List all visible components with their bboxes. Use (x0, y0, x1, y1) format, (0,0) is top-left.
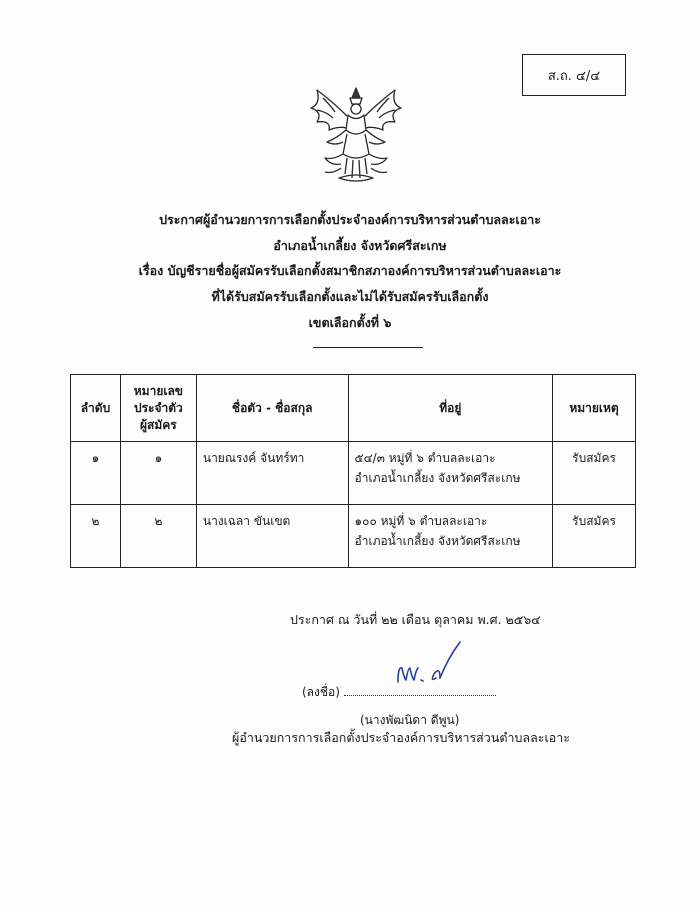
form-code-box: ส.ถ. ๔/๔ (522, 54, 626, 96)
table-row (71, 505, 636, 568)
heading-subject-cont: ที่ได้รับสมัครรับเลือกตั้งและไม่ได้รับสมัครรับเลือกตั้ง (211, 289, 489, 304)
row-address-line1: ๕๔/๓ หมู่ที่ ๖ ตำบลละเอาะ (354, 451, 496, 465)
announcement-date: ประกาศ ณ วันที่ ๒๒ เดือน ตุลาคม พ.ศ. ๒๕๖๔ (290, 612, 541, 627)
signer-name: (นางพัฒนิดา ดีพูน) (360, 713, 460, 727)
row-candidate-number: ๒ (120, 505, 196, 568)
signer-title: ผู้อำนวยการการเลือกตั้งประจำองค์การบริหารส่วนตำบลละเอาะ (232, 730, 570, 745)
row-name: นางเฉลา ขันเขต (196, 505, 348, 568)
row-address-line1: ๑๐๐ หมู่ที่ ๖ ตำบลละเอาะ (354, 514, 488, 528)
row-candidate-number: ๑ (120, 442, 196, 505)
header-candidate-number-line3: ผู้สมัคร (140, 417, 177, 432)
row-no: ๑ (71, 442, 121, 505)
heading-district: อำเภอน้ำเกลี้ยง จังหวัดศรีสะเกษ (273, 238, 447, 253)
row-name: นายณรงค์ จันทร์ทา (196, 442, 348, 505)
heading-divider (313, 347, 423, 348)
heading-constituency: เขตเลือกตั้งที่ ๖ (308, 315, 392, 330)
row-address (348, 505, 553, 568)
header-name: ชื่อตัว - ชื่อสกุล (196, 375, 348, 442)
header-candidate-number-line2: ประจำตัว (133, 400, 183, 415)
signature-line (302, 683, 496, 702)
header-no: ลำดับ (71, 375, 121, 442)
header-candidate-number-line1: หมายเลข (133, 383, 184, 398)
row-remark: รับสมัคร (553, 505, 636, 568)
signature-dotted-line (344, 686, 496, 696)
row-remark: รับสมัคร (553, 442, 636, 505)
table-row (71, 442, 636, 505)
header-address: ที่อยู่ (348, 375, 553, 442)
table-header-row (71, 375, 636, 442)
header-remark: หมายเหตุ (553, 375, 636, 442)
candidates-table (70, 374, 636, 568)
signature-label: (ลงชื่อ) (302, 685, 340, 699)
row-address-line2: อำเภอน้ำเกลี้ยง จังหวัดศรีสะเกษ (354, 534, 521, 548)
heading-announcement: ประกาศผู้อำนวยการการเลือกตั้งประจำองค์การบริหารส่วนตำบลละเอาะ (159, 212, 541, 227)
header-candidate-number (120, 375, 196, 442)
garuda-emblem-icon (303, 82, 409, 188)
heading-subject: เรื่อง บัญชีรายชื่อผู้สมัครรับเลือกตั้งสมาชิกสภาองค์การบริหารส่วนตำบลละเอาะ (138, 263, 562, 278)
row-address-line2: อำเภอน้ำเกลี้ยง จังหวัดศรีสะเกษ (354, 471, 521, 485)
row-address (348, 442, 553, 505)
row-no: ๒ (71, 505, 121, 568)
